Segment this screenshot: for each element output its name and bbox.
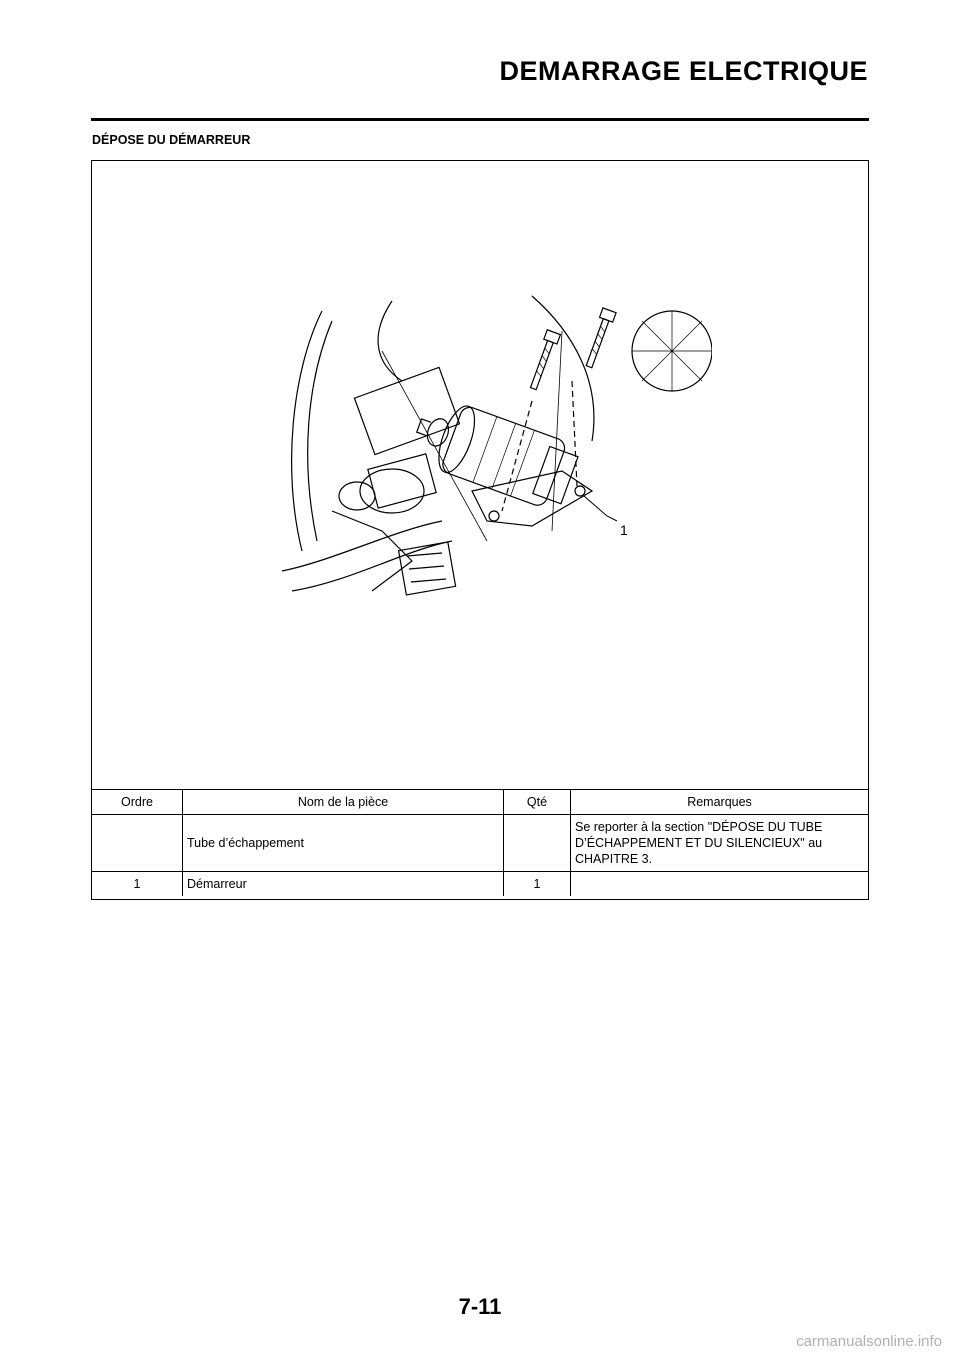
table-header-row: [92, 790, 868, 815]
parts-table: [92, 789, 868, 896]
header-ordre: Ordre: [92, 790, 183, 815]
cell-qte: [504, 815, 571, 872]
table-row: [92, 872, 868, 897]
header-nom: Nom de la pièce: [183, 790, 504, 815]
cell-nom: Démarreur: [183, 872, 504, 897]
cell-remarques: [571, 872, 869, 897]
cell-ordre: 1: [92, 872, 183, 897]
watermark: carmanualsonline.info: [796, 1333, 942, 1350]
cell-qte: 1: [504, 872, 571, 897]
page-header-title: DEMARRAGE ELECTRIQUE: [499, 56, 868, 86]
header-remarques: Remarques: [571, 790, 869, 815]
header-qte: Qté: [504, 790, 571, 815]
callout-label-1: 1: [620, 522, 628, 538]
starter-motor-illustration: [272, 291, 712, 611]
section-title: DÉPOSE DU DÉMARREUR: [92, 133, 251, 147]
header-rule: [91, 118, 869, 121]
table-row: [92, 815, 868, 872]
cell-ordre: [92, 815, 183, 872]
figure-box: [91, 160, 869, 900]
cell-nom: Tube d’échappement: [183, 815, 504, 872]
cell-remarques: Se reporter à la section "DÉPOSE DU TUBE D’ÉCHAPPEMENT ET DU SILENCIEUX" au CHAPITRE 3.: [571, 815, 869, 872]
page-number: 7-11: [458, 1294, 502, 1319]
